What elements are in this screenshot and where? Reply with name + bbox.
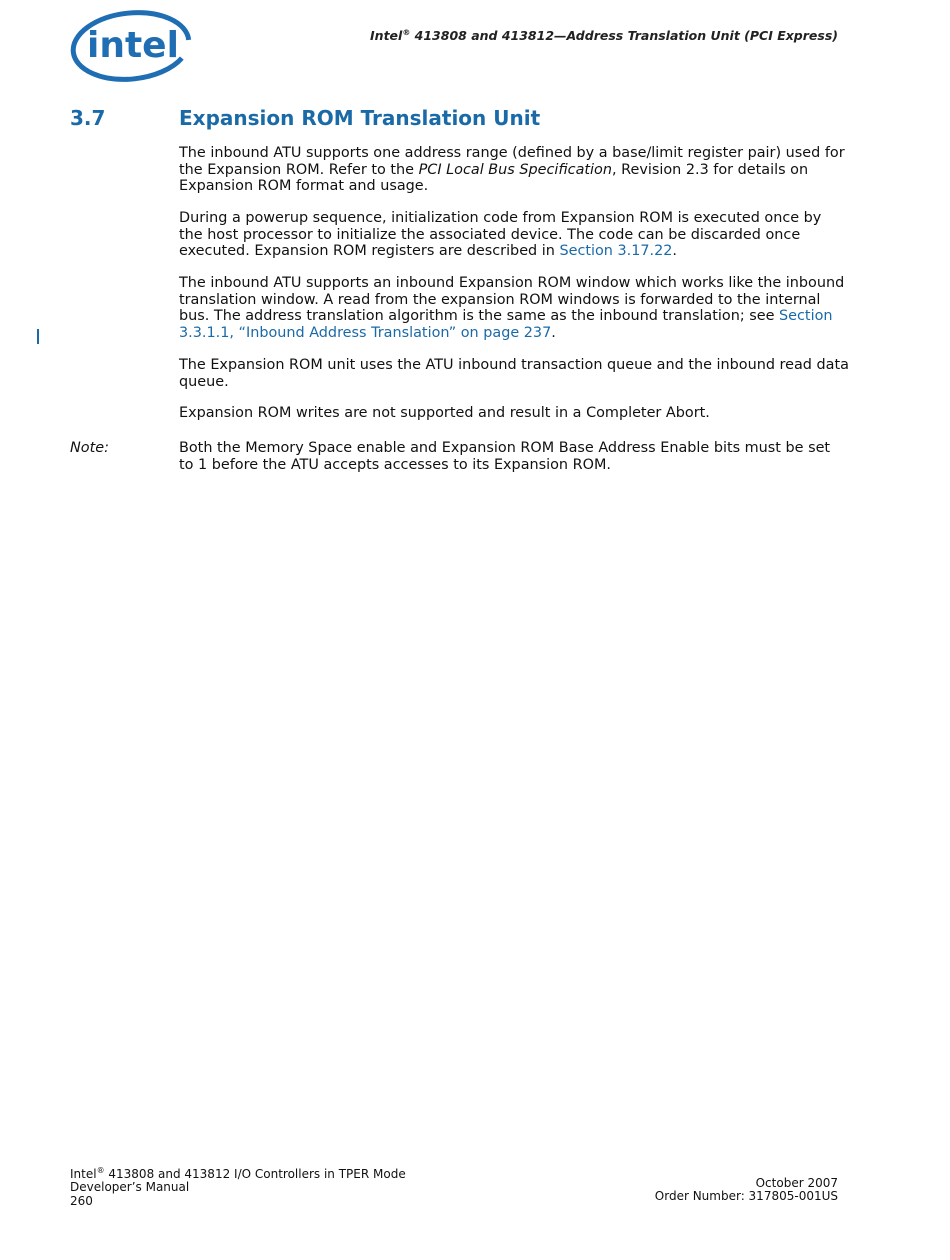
p1-spec-title: PCI Local Bus Specification xyxy=(418,161,612,178)
footer-brand: Intel xyxy=(70,1167,97,1181)
logo-wordmark: intel xyxy=(87,25,179,66)
section-title: Expansion ROM Translation Unit xyxy=(179,106,541,130)
footer-order-number: Order Number: 317805-001US xyxy=(654,1189,838,1204)
page-number: 260 xyxy=(70,1193,93,1208)
running-header xyxy=(370,28,838,43)
footer-document-title xyxy=(70,1164,406,1181)
intel-logo xyxy=(70,10,192,84)
note-text: Both the Memory Space enable and Expansion ROM Base Address Enable bits must be set to 1 before the ATU accepts accesses to its Expansion ROM. xyxy=(179,440,831,473)
section-number: 3.7 xyxy=(70,106,106,130)
header-brand: Intel xyxy=(370,28,403,44)
p1-text-a: The inbound ATU supports one address range (defined by a base/limit register pair) used for the Expansion ROM. Refer to the xyxy=(179,145,845,178)
header-title: 413808 and 413812—Address Translation Unit (PCI Express) xyxy=(410,28,838,44)
p2-text-a: During a powerup sequence, initialization code from Expansion ROM is executed once by the host processor to initialize the associated device. The code can be discarded once executed. Expansion ROM registers are described in xyxy=(179,210,822,260)
p3-text-a: The inbound ATU supports an inbound Expansion ROM window which works like the inbound translation window. A read from the expansion ROM windows is forwarded to the internal bus. The address translation algorithm is the same as the inbound translation; see xyxy=(179,275,845,325)
footer-right xyxy=(655,1177,838,1204)
footer-manual-type: Developer’s Manual xyxy=(70,1180,190,1195)
section-3-3-1-1-link[interactable]: Section 3.3.1.1, “Inbound Address Translation” on page 237 xyxy=(179,308,833,341)
note-label: Note: xyxy=(70,440,109,456)
header-registered-mark: ® xyxy=(402,28,411,37)
footer-left xyxy=(70,1164,406,1208)
paragraph-3 xyxy=(179,275,849,341)
footer-date: October 2007 xyxy=(755,1176,838,1190)
section-3-17-22-link[interactable]: Section 3.17.22 xyxy=(559,243,673,260)
change-bar xyxy=(37,329,39,344)
footer-title-rest: 413808 and 413812 I/O Controllers in TPER Mode xyxy=(104,1167,406,1181)
p3-text-b: . xyxy=(551,324,556,341)
paragraph-5: Expansion ROM writes are not supported and result in a Completer Abort. xyxy=(179,405,710,421)
paragraph-2 xyxy=(179,210,849,260)
p1-text-b: , Revision 2.3 for details on Expansion ROM format and usage. xyxy=(179,161,809,195)
footer-registered-mark: ® xyxy=(96,1166,105,1175)
paragraph-4: The Expansion ROM unit uses the ATU inbound transaction queue and the inbound read data queue. xyxy=(179,357,849,390)
paragraph-1 xyxy=(179,145,849,195)
p2-text-b: . xyxy=(672,243,677,260)
